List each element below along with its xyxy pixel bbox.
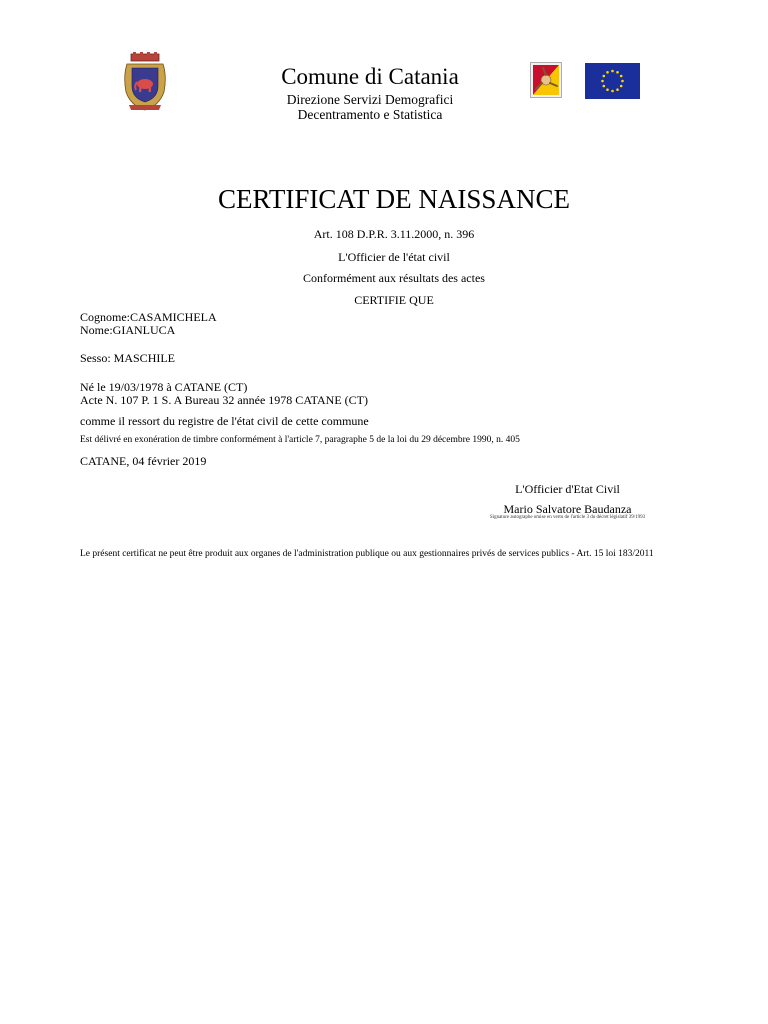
document-title: CERTIFICAT DE NAISSANCE — [218, 184, 570, 214]
eu-flag-icon — [585, 63, 640, 99]
city-name: Comune di Catania — [281, 64, 459, 89]
stamp-exemption-line: Est délivré en exonération de timbre conformément à l'article 7, paragraphe 5 de la loi du 29 décembre 1990, n. 405 — [80, 435, 520, 445]
department-name: Direzione Servizi Demografici — [286, 92, 454, 107]
signature-title: L'Officier d'Etat Civil — [515, 482, 620, 496]
place-date: CATANE, 04 février 2019 — [80, 454, 207, 468]
birth-line: Né le 19/03/1978 à CATANE (CT) — [80, 380, 248, 394]
division-name: Decentramento e Statistica — [297, 107, 443, 122]
legal-article: Art. 108 D.P.R. 3.11.2000, n. 396 — [313, 227, 475, 241]
certifies-heading: CERTIFIE QUE — [354, 293, 434, 307]
sex-line: Sesso: MASCHILE — [80, 351, 176, 365]
act-line: Acte N. 107 P. 1 S. A Bureau 32 année 1978 CATANE (CT) — [80, 393, 369, 407]
catania-crest-icon — [123, 52, 167, 114]
surname-line: Cognome:CASAMICHELA — [80, 310, 217, 324]
register-line: comme il ressort du registre de l'état civil de cette commune — [80, 414, 369, 428]
sicily-emblem-icon — [530, 62, 562, 98]
signature-note: Signature autographe omise en vertu de l'article 3 du décret législatif 39/1993 — [489, 515, 646, 520]
footer-notice: Le présent certificat ne peut être produit aux organes de l'administration publique ou aux gestionnaires privés de services publics - Art. 15 loi 183/2011 — [80, 549, 654, 559]
conformity-statement: Conformément aux résultats des actes — [303, 271, 485, 285]
signatory-name: Mario Salvatore Baudanza — [503, 502, 632, 516]
name-line: Nome:GIANLUCA — [80, 323, 176, 337]
issuing-officer: L'Officier de l'état civil — [338, 250, 450, 264]
